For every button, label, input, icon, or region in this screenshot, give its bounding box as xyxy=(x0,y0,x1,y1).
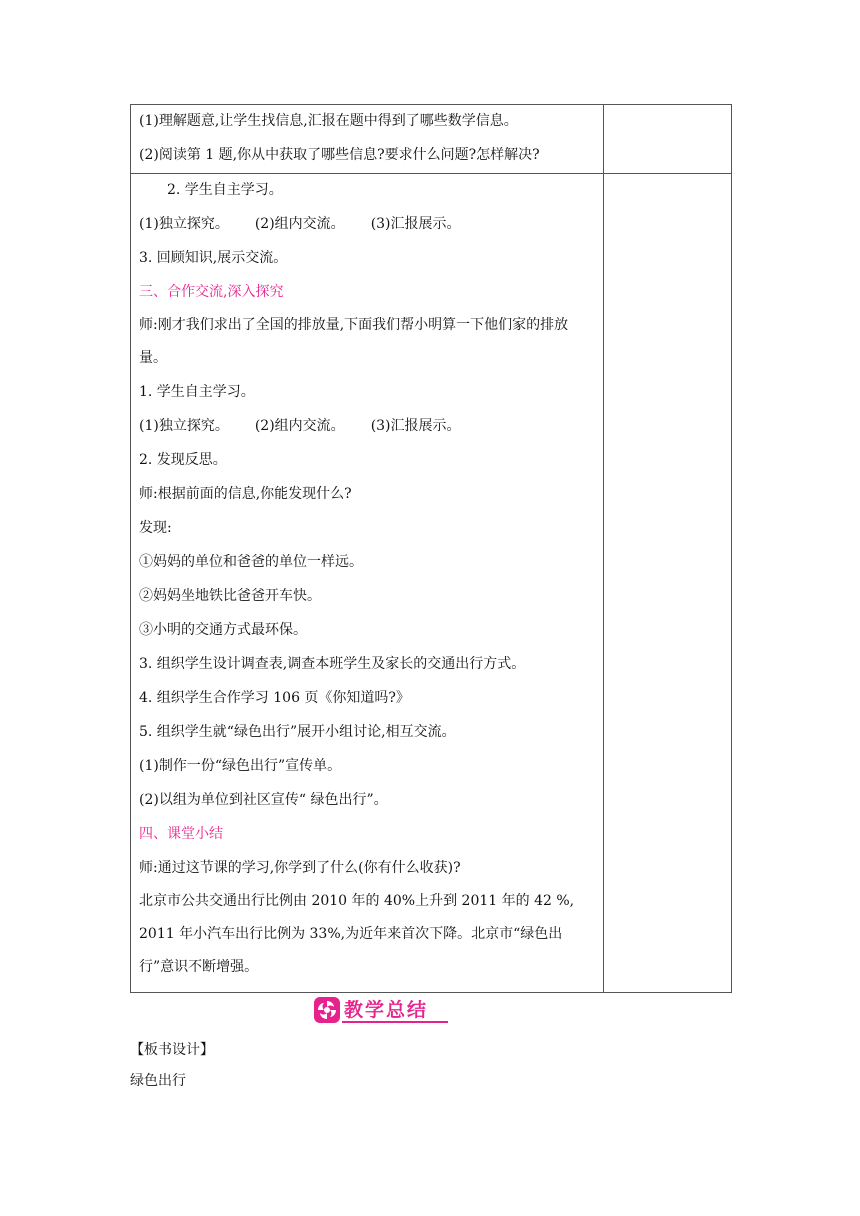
text-line: 2. 发现反思。 xyxy=(139,452,227,468)
text-line xyxy=(139,416,595,436)
table-row xyxy=(131,174,732,993)
text-line: (2)阅读第 1 题,你从中获取了哪些信息?要求什么问题?怎样解决? xyxy=(139,147,540,163)
text-line: 3. 组织学生设计调查表,调查本班学生及家长的交通出行方式。 xyxy=(139,656,526,672)
swirl-logo-icon-graphic xyxy=(314,997,340,1023)
step-label: (1)独立探究。 xyxy=(139,216,229,232)
banner-title: 教学总结 xyxy=(344,999,429,1021)
step-label: (3)汇报展示。 xyxy=(370,216,461,232)
table-cell-main xyxy=(131,174,604,993)
text-line: 4. 组织学生合作学习 106 页《你知道吗?》 xyxy=(139,690,410,706)
board-title: 绿色出行 xyxy=(130,1073,186,1089)
text-line: 3. 回顾知识,展示交流。 xyxy=(139,250,288,266)
text-line: 师:刚才我们求出了全国的排放量,下面我们帮小明算一下他们家的排放量。 xyxy=(139,317,569,366)
table-cell-side xyxy=(604,105,732,174)
text-line xyxy=(139,214,595,234)
text-line: (1)理解题意,让学生找信息,汇报在题中得到了哪些数学信息。 xyxy=(139,113,518,129)
text-line: 5. 组织学生就“绿色出行”展开小组讨论,相互交流。 xyxy=(139,724,456,740)
swirl-logo-icon xyxy=(314,997,340,1023)
step-label: (1)独立探究。 xyxy=(139,418,229,434)
text-line: 师:通过这节课的学习,你学到了什么(你有什么收获)? xyxy=(139,860,461,876)
step-label: (2)组内交流。 xyxy=(254,418,345,434)
lesson-table xyxy=(130,104,732,993)
banner-underline xyxy=(342,1021,448,1023)
table-row xyxy=(131,105,732,174)
text-line: (2)以组为单位到社区宣传“ 绿色出行”。 xyxy=(139,792,388,808)
step-label: (3)汇报展示。 xyxy=(370,418,461,434)
table-cell-side xyxy=(604,174,732,993)
text-line: (1)制作一份“绿色出行”宣传单。 xyxy=(139,758,342,774)
text-line: 师:根据前面的信息,你能发现什么? xyxy=(139,486,352,502)
text-line: 1. 学生自主学习。 xyxy=(139,384,255,400)
text-line: 北京市公共交通出行比例由 2010 年的 40%上升到 2011 年的 42 %, 2011 年小汽车出行比例为 33%,为近年来首次下降。北京市“绿色出行”意识不断增强。 xyxy=(139,893,575,975)
board-design-label: 【板书设计】 xyxy=(130,1042,214,1058)
step-label: (2)组内交流。 xyxy=(254,216,345,232)
text-line: ①妈妈的单位和爸爸的单位一样远。 xyxy=(139,554,363,570)
section-heading: 三、合作交流,深入探究 xyxy=(139,284,284,300)
section-heading: 四、课堂小结 xyxy=(139,826,223,842)
text-line: 发现: xyxy=(139,520,172,536)
text-line: ②妈妈坐地铁比爸爸开车快。 xyxy=(139,588,321,604)
text-line: 2. 学生自主学习。 xyxy=(167,182,283,198)
text-line: ③小明的交通方式最环保。 xyxy=(139,622,307,638)
table-cell-main xyxy=(131,105,604,174)
summary-banner xyxy=(314,997,448,1023)
